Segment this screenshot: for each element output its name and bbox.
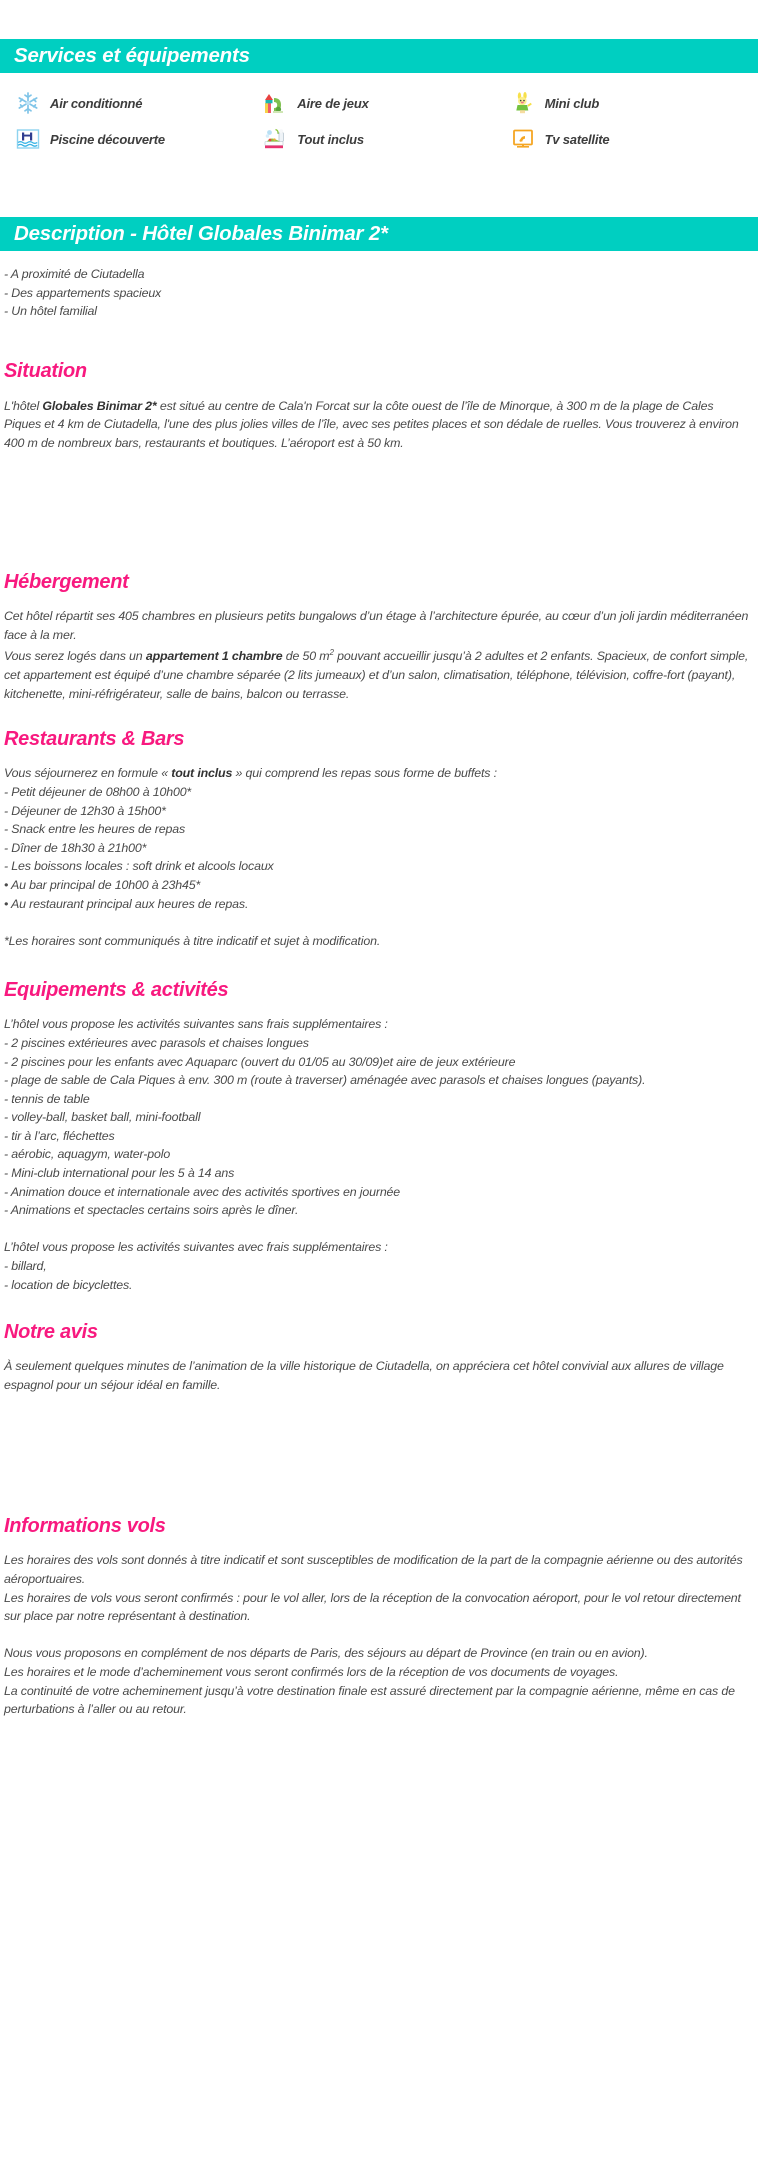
- equipements-free-line: - Animation douce et internationale avec des activités sportives en journée: [4, 1184, 401, 1199]
- service-item-piscine-decouverte: [8, 121, 255, 157]
- description-content: [0, 265, 758, 1719]
- restaurants-line: - Déjeuner de 12h30 à 15h00*: [4, 803, 166, 818]
- equipements-free-line: - Animations et spectacles certains soirs après le dîner.: [4, 1203, 299, 1218]
- restaurants-line: • Au restaurant principal aux heures de repas.: [4, 896, 249, 911]
- restaurants-footnote: *Les horaires sont communiqués à titre indicatif et sujet à modification.: [4, 933, 381, 948]
- service-item-aire-de-jeux: [255, 85, 502, 121]
- situation-text-prefix: L'hôtel: [4, 398, 43, 413]
- service-label: Air conditionné: [50, 95, 143, 111]
- service-item-mini-club: [503, 85, 750, 121]
- equipements-free-line: - 2 piscines extérieures avec parasols et chaises longues: [4, 1035, 309, 1050]
- hebergement-paragraph-1: Cet hôtel répartit ses 405 chambres en plusieurs petits bungalows d’un étage à l’architecture épurée, au cœur d’un joli jardin méditerranéen face à la mer.: [4, 609, 749, 642]
- service-item-tout-inclus: [255, 121, 502, 157]
- situation-paragraph: [4, 397, 752, 453]
- hebergement-text-mid: de 50 m: [282, 649, 330, 664]
- situation-hotel-name: Globales Binimar 2*: [42, 398, 157, 413]
- service-label: Aire de jeux: [297, 95, 369, 111]
- service-label: Mini club: [544, 95, 600, 111]
- hebergement-sqm-exponent: 2: [329, 648, 334, 658]
- description-banner: Description - Hôtel Globales Binimar 2*: [0, 217, 758, 251]
- vols-paragraph-4: Les horaires et le mode d’acheminement vous seront confirmés lors de la réception de vos documents de voyages.: [4, 1664, 619, 1679]
- equipements-free-line: - Mini-club international pour les 5 à 14 ans: [4, 1166, 235, 1181]
- equipements-free-line: - plage de sable de Cala Piques à env. 300 m (route à traverser) aménagée avec parasols et chaises longues (payants).: [4, 1073, 646, 1088]
- services-banner: Services et équipements: [0, 39, 758, 73]
- equipements-free-line: - volley-ball, basket ball, mini-football: [4, 1110, 201, 1125]
- service-label: Piscine découverte: [50, 131, 165, 147]
- restaurants-intro-prefix: Vous séjournerez en formule «: [4, 766, 172, 781]
- service-item-tv-satellite: [503, 121, 750, 157]
- equipements-free-intro: L’hôtel vous propose les activités suivantes sans frais supplémentaires :: [4, 1017, 388, 1032]
- section-title-equipements: Equipements & activités: [4, 979, 229, 1002]
- equipements-free-line: - aérobic, aquagym, water-polo: [4, 1147, 171, 1162]
- satellite-tv-icon: [511, 127, 535, 151]
- restaurants-line: - Petit déjeuner de 08h00 à 10h00*: [4, 784, 192, 799]
- equipements-free-line: - tennis de table: [4, 1091, 90, 1106]
- service-label: Tout inclus: [297, 131, 364, 147]
- vols-paragraph-2: Les horaires de vols vous seront confirmés : pour le vol aller, lors de la réception de la convocation aéroport, pour le vol retour directement sur place par notre représentant à destination.: [4, 1590, 741, 1624]
- section-title-situation: Situation: [4, 359, 87, 382]
- hebergement-room-type: appartement 1 chambre: [145, 649, 283, 664]
- notre-avis-paragraph: À seulement quelques minutes de l’animation de la ville historique de Ciutadella, on appréciera cet hôtel convivial aux allures de village espagnol pour un séjour idéal en famille.: [4, 1359, 724, 1392]
- situation-text-rest: est situé au centre de Cala'n Forcat sur la côte ouest de l’île de Minorque, à 300 m de la plage de Cales Piques et 4 km de Ciutadella, l'une des plus jolies villes de l’île, avec ses petites places et son dédale de ruelles. Vous trouverez à environ 400 m de nombreux bars, restaurants et boutiques. L’aéroport est à 50 km.: [4, 398, 739, 450]
- equipements-free-line: - 2 piscines pour les enfants avec Aquaparc (ouvert du 01/05 au 30/09)et aire de jeux extérieure: [4, 1054, 516, 1069]
- description-highlights: [4, 265, 752, 321]
- vols-paragraph-1: Les horaires des vols sont donnés à titre indicatif et sont susceptibles de modification de la part de la compagnie aérienne ou des autorités aéroportuaires.: [4, 1553, 743, 1586]
- restaurants-intro-rest: » qui comprend les repas sous forme de buffets :: [232, 766, 497, 781]
- restaurants-line: - Dîner de 18h30 à 21h00*: [4, 840, 147, 855]
- hotel-description-page: [0, 39, 758, 1719]
- outdoor-pool-icon: [16, 127, 40, 151]
- service-item-air-conditionne: [8, 85, 255, 121]
- services-grid: [0, 85, 758, 157]
- vols-paragraph-3: Nous vous proposons en complément de nos départs de Paris, des séjours au départ de Province (en train ou en avion).: [4, 1646, 648, 1661]
- hebergement-paragraph-2: [4, 644, 752, 703]
- service-label: Tv satellite: [544, 131, 610, 147]
- equipements-paid-line: - billard,: [4, 1259, 47, 1274]
- section-title-informations-vols: Informations vols: [4, 1515, 166, 1538]
- mini-club-mascot-icon: [511, 91, 535, 115]
- section-title-notre-avis: Notre avis: [4, 1321, 98, 1344]
- restaurants-line: - Les boissons locales : soft drink et alcools locaux: [4, 859, 274, 874]
- hebergement-text-prefix: Vous serez logés dans un: [4, 649, 146, 664]
- restaurants-line: - Snack entre les heures de repas: [4, 822, 186, 837]
- all-inclusive-buffet-icon: [263, 127, 287, 151]
- restaurants-formula: tout inclus: [171, 766, 233, 781]
- snowflake-icon: [16, 91, 40, 115]
- equipements-paid-intro: L’hôtel vous propose les activités suivantes avec frais supplémentaires :: [4, 1240, 388, 1255]
- vols-paragraph-5: La continuité de votre acheminement jusqu’à votre destination finale est assuré directement par la compagnie aérienne, même en cas de perturbations à l’aller ou au retour.: [4, 1683, 735, 1717]
- section-title-hebergement: Hébergement: [4, 571, 129, 594]
- restaurants-intro: [4, 764, 752, 783]
- equipements-paid-line: - location de bicyclettes.: [4, 1277, 133, 1292]
- section-title-restaurants: Restaurants & Bars: [4, 728, 185, 751]
- hebergement-text-rest: pouvant accueillir jusqu’à 2 adultes et 2 enfants. Spacieux, de confort simple, cet appartement est équipé d’une chambre séparée (2 lits jumeaux) et d’un salon, climatisation, téléphone, télévision, coffre-fort (payant), kitchenette, mini-réfrigérateur, salle de bains, balcon ou terrasse.: [4, 649, 749, 701]
- playground-icon: [263, 91, 287, 115]
- restaurants-line: • Au bar principal de 10h00 à 23h45*: [4, 877, 201, 892]
- highlight-line: - A proximité de Ciutadella: [4, 267, 145, 281]
- highlight-line: - Des appartements spacieux: [4, 285, 162, 300]
- highlight-line: - Un hôtel familial: [4, 304, 97, 318]
- equipements-free-line: - tir à l’arc, fléchettes: [4, 1128, 115, 1143]
